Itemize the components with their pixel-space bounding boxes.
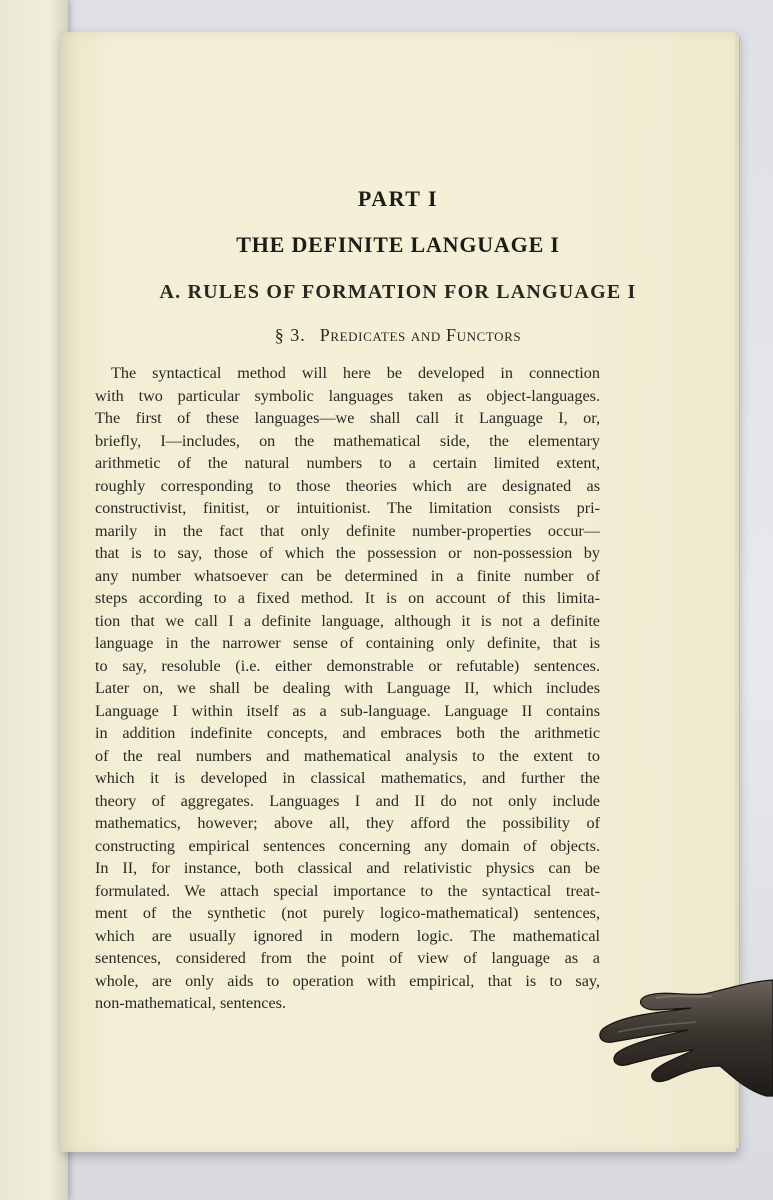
text-line: Language I within itself as a sub-language. Language II contains — [95, 701, 600, 720]
text-line: sentences, considered from the point of view of language as a — [95, 949, 600, 967]
section-heading: A. RULES OF FORMATION FOR LANGUAGE I — [159, 281, 637, 303]
text-line: briefly, I—includes, on the mathematical side, the elementary — [95, 431, 600, 450]
text-line: steps according to a fixed method. It is on account of this limita- — [95, 589, 600, 607]
text-line: that is to say, those of which the possession or non-possession by — [95, 544, 600, 562]
part-title: THE DEFINITE LANGUAGE I — [236, 232, 560, 257]
text-line: which are usually ignored in modern logic. The mathematical — [95, 926, 600, 945]
text-line: ment of the synthetic (not purely logico-mathematical) sentences, — [95, 904, 600, 922]
text-line: arithmetic of the natural numbers to a certain limited extent, — [95, 454, 600, 472]
body-paragraph — [95, 362, 600, 1015]
text-line: theory of aggregates. Languages I and II do not only include — [95, 791, 600, 810]
text-line: which it is developed in classical mathematics, and further the — [95, 769, 600, 787]
text-line: In II, for instance, both classical and relativistic physics can be — [95, 859, 600, 877]
text-line: any number whatsoever can be determined in a finite number of — [95, 566, 600, 585]
text-line: with two particular symbolic languages taken as object-languages. — [95, 386, 600, 405]
text-line: constructing empirical sentences concerning any domain of objects. — [95, 836, 600, 855]
text-line: tion that we call I a definite language, although it is not a definite — [95, 611, 600, 630]
text-line: The first of these languages—we shall call it Language I, or, — [95, 409, 600, 427]
text-line: non-mathematical, sentences. — [95, 994, 287, 1012]
text-line: marily in the fact that only definite number-properties occur— — [95, 521, 600, 540]
text-line: formulated. We attach special importance to the syntactical treat- — [95, 881, 600, 900]
text-line: whole, are only aids to operation with empirical, that is to say, — [95, 971, 600, 990]
hand-weight-icon — [596, 972, 773, 1102]
text-line: roughly corresponding to those theories which are designated as — [95, 476, 600, 495]
text-line: in addition indefinite concepts, and embraces both the arithmetic — [95, 724, 600, 742]
text-line: constructivist, finitist, or intuitionist. The limitation consists pri- — [95, 499, 600, 517]
subsection-number: § 3. — [274, 325, 306, 345]
subsection-title: Predicates and Functors — [319, 325, 522, 345]
text-line: mathematics, however; above all, they afford the possibility of — [95, 814, 600, 832]
text-line: Later on, we shall be dealing with Language II, which includes — [95, 679, 600, 697]
text-line: to say, resoluble (i.e. either demonstrable or refutable) sentences. — [95, 656, 600, 675]
text-line: of the real numbers and mathematical analysis to the extent to — [95, 746, 600, 765]
text-line: language in the narrower sense of containing only definite, that is — [95, 634, 600, 652]
facing-page-edge — [0, 0, 68, 1200]
text-line: The syntactical method will here be developed in connection — [111, 364, 600, 382]
part-heading: PART I — [357, 186, 439, 211]
subsection-heading — [60, 325, 736, 346]
